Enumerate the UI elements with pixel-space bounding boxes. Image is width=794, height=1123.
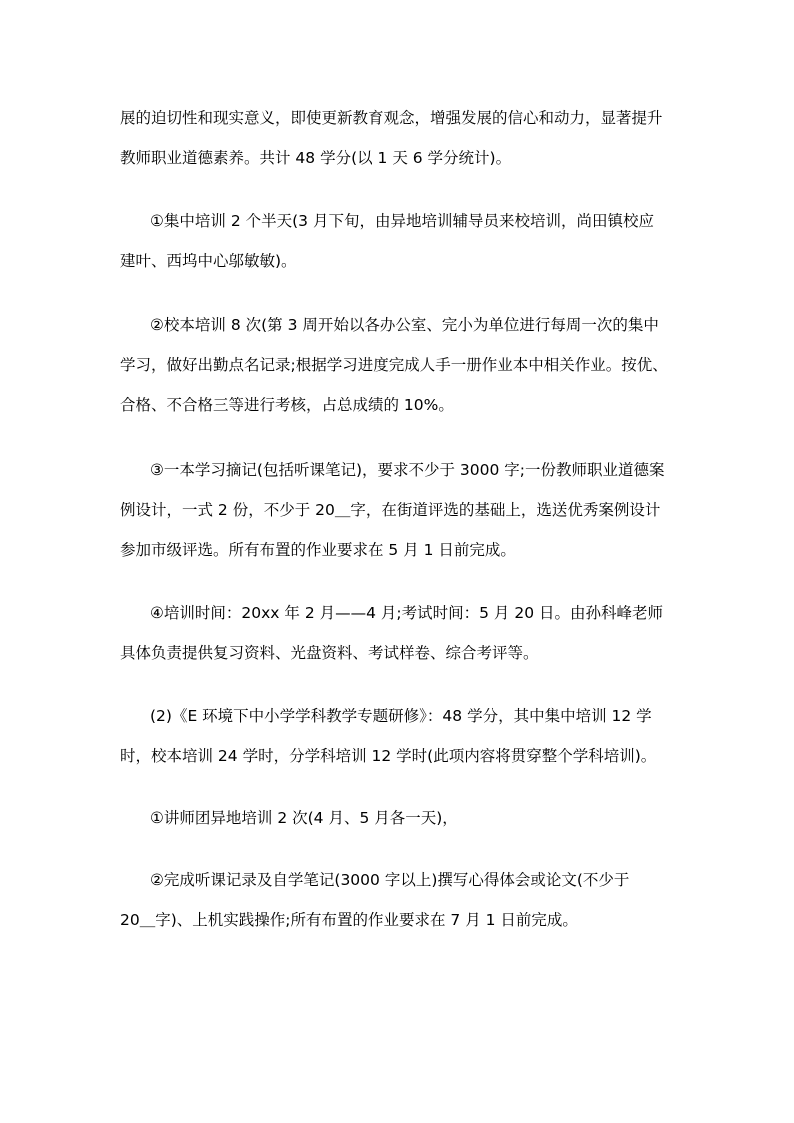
- paragraph-line: 例设计，一式 2 份，不少于 20＿字，在街道评选的基础上，选送优秀案例设计: [120, 501, 661, 519]
- paragraph-line: ①讲师团异地培训 2 次(4 月、5 月各一天)，: [150, 809, 458, 827]
- paragraph-8: [120, 860, 680, 940]
- paragraph-line: 教师职业道德素养。共计 48 学分(以 1 天 6 学分统计)。: [120, 149, 512, 167]
- paragraph-line: ②完成听课记录及自学笔记(3000 字以上)撰写心得体会或论文(不少于: [150, 871, 630, 889]
- paragraph-line: ②校本培训 8 次(第 3 周开始以各办公室、完小为单位进行每周一次的集中: [150, 316, 659, 334]
- paragraph-line: 参加市级评选。所有布置的作业要求在 5 月 1 日前完成。: [120, 541, 516, 559]
- paragraph-line: (2)《E 环境下中小学学科教学专题研修》：48 学分，其中集中培训 12 学: [150, 707, 652, 725]
- paragraph-line: 具体负责提供复习资料、光盘资料、考试样卷、综合考评等。: [120, 644, 539, 662]
- paragraph-line: ③一本学习摘记(包括听课笔记)，要求不少于 3000 字;一份教师职业道德案: [150, 461, 665, 479]
- paragraph-3: [120, 305, 680, 425]
- paragraph-line: 学习，做好出勤点名记录;根据学习进度完成人手一册作业本中相关作业。按优、: [120, 356, 668, 374]
- paragraph-2: [120, 201, 680, 281]
- paragraph-line: 时，校本培训 24 学时，分学科培训 12 学时(此项内容将贯穿整个学科培训)。: [120, 747, 657, 765]
- paragraph-1: [120, 98, 680, 178]
- paragraph-4: [120, 450, 680, 570]
- paragraph-line: 合格、不合格三等进行考核，占总成绩的 10%。: [120, 396, 454, 414]
- paragraph-7: [120, 798, 680, 838]
- paragraph-6: [120, 696, 680, 776]
- paragraph-line: 展的迫切性和现实意义，即使更新教育观念，增强发展的信心和动力，显著提升: [120, 109, 663, 127]
- paragraph-line: ④培训时间：20xx 年 2 月——4 月;考试时间：5 月 20 日。由孙科峰老师: [150, 604, 663, 622]
- paragraph-line: 20＿字)、上机实践操作;所有布置的作业要求在 7 月 1 日前完成。: [120, 911, 578, 929]
- paragraph-5: [120, 593, 680, 673]
- paragraph-line: 建叶、西坞中心邬敏敏)。: [120, 252, 297, 270]
- paragraph-line: ①集中培训 2 个半天(3 月下旬，由异地培训辅导员来校培训，尚田镇校应: [150, 212, 654, 230]
